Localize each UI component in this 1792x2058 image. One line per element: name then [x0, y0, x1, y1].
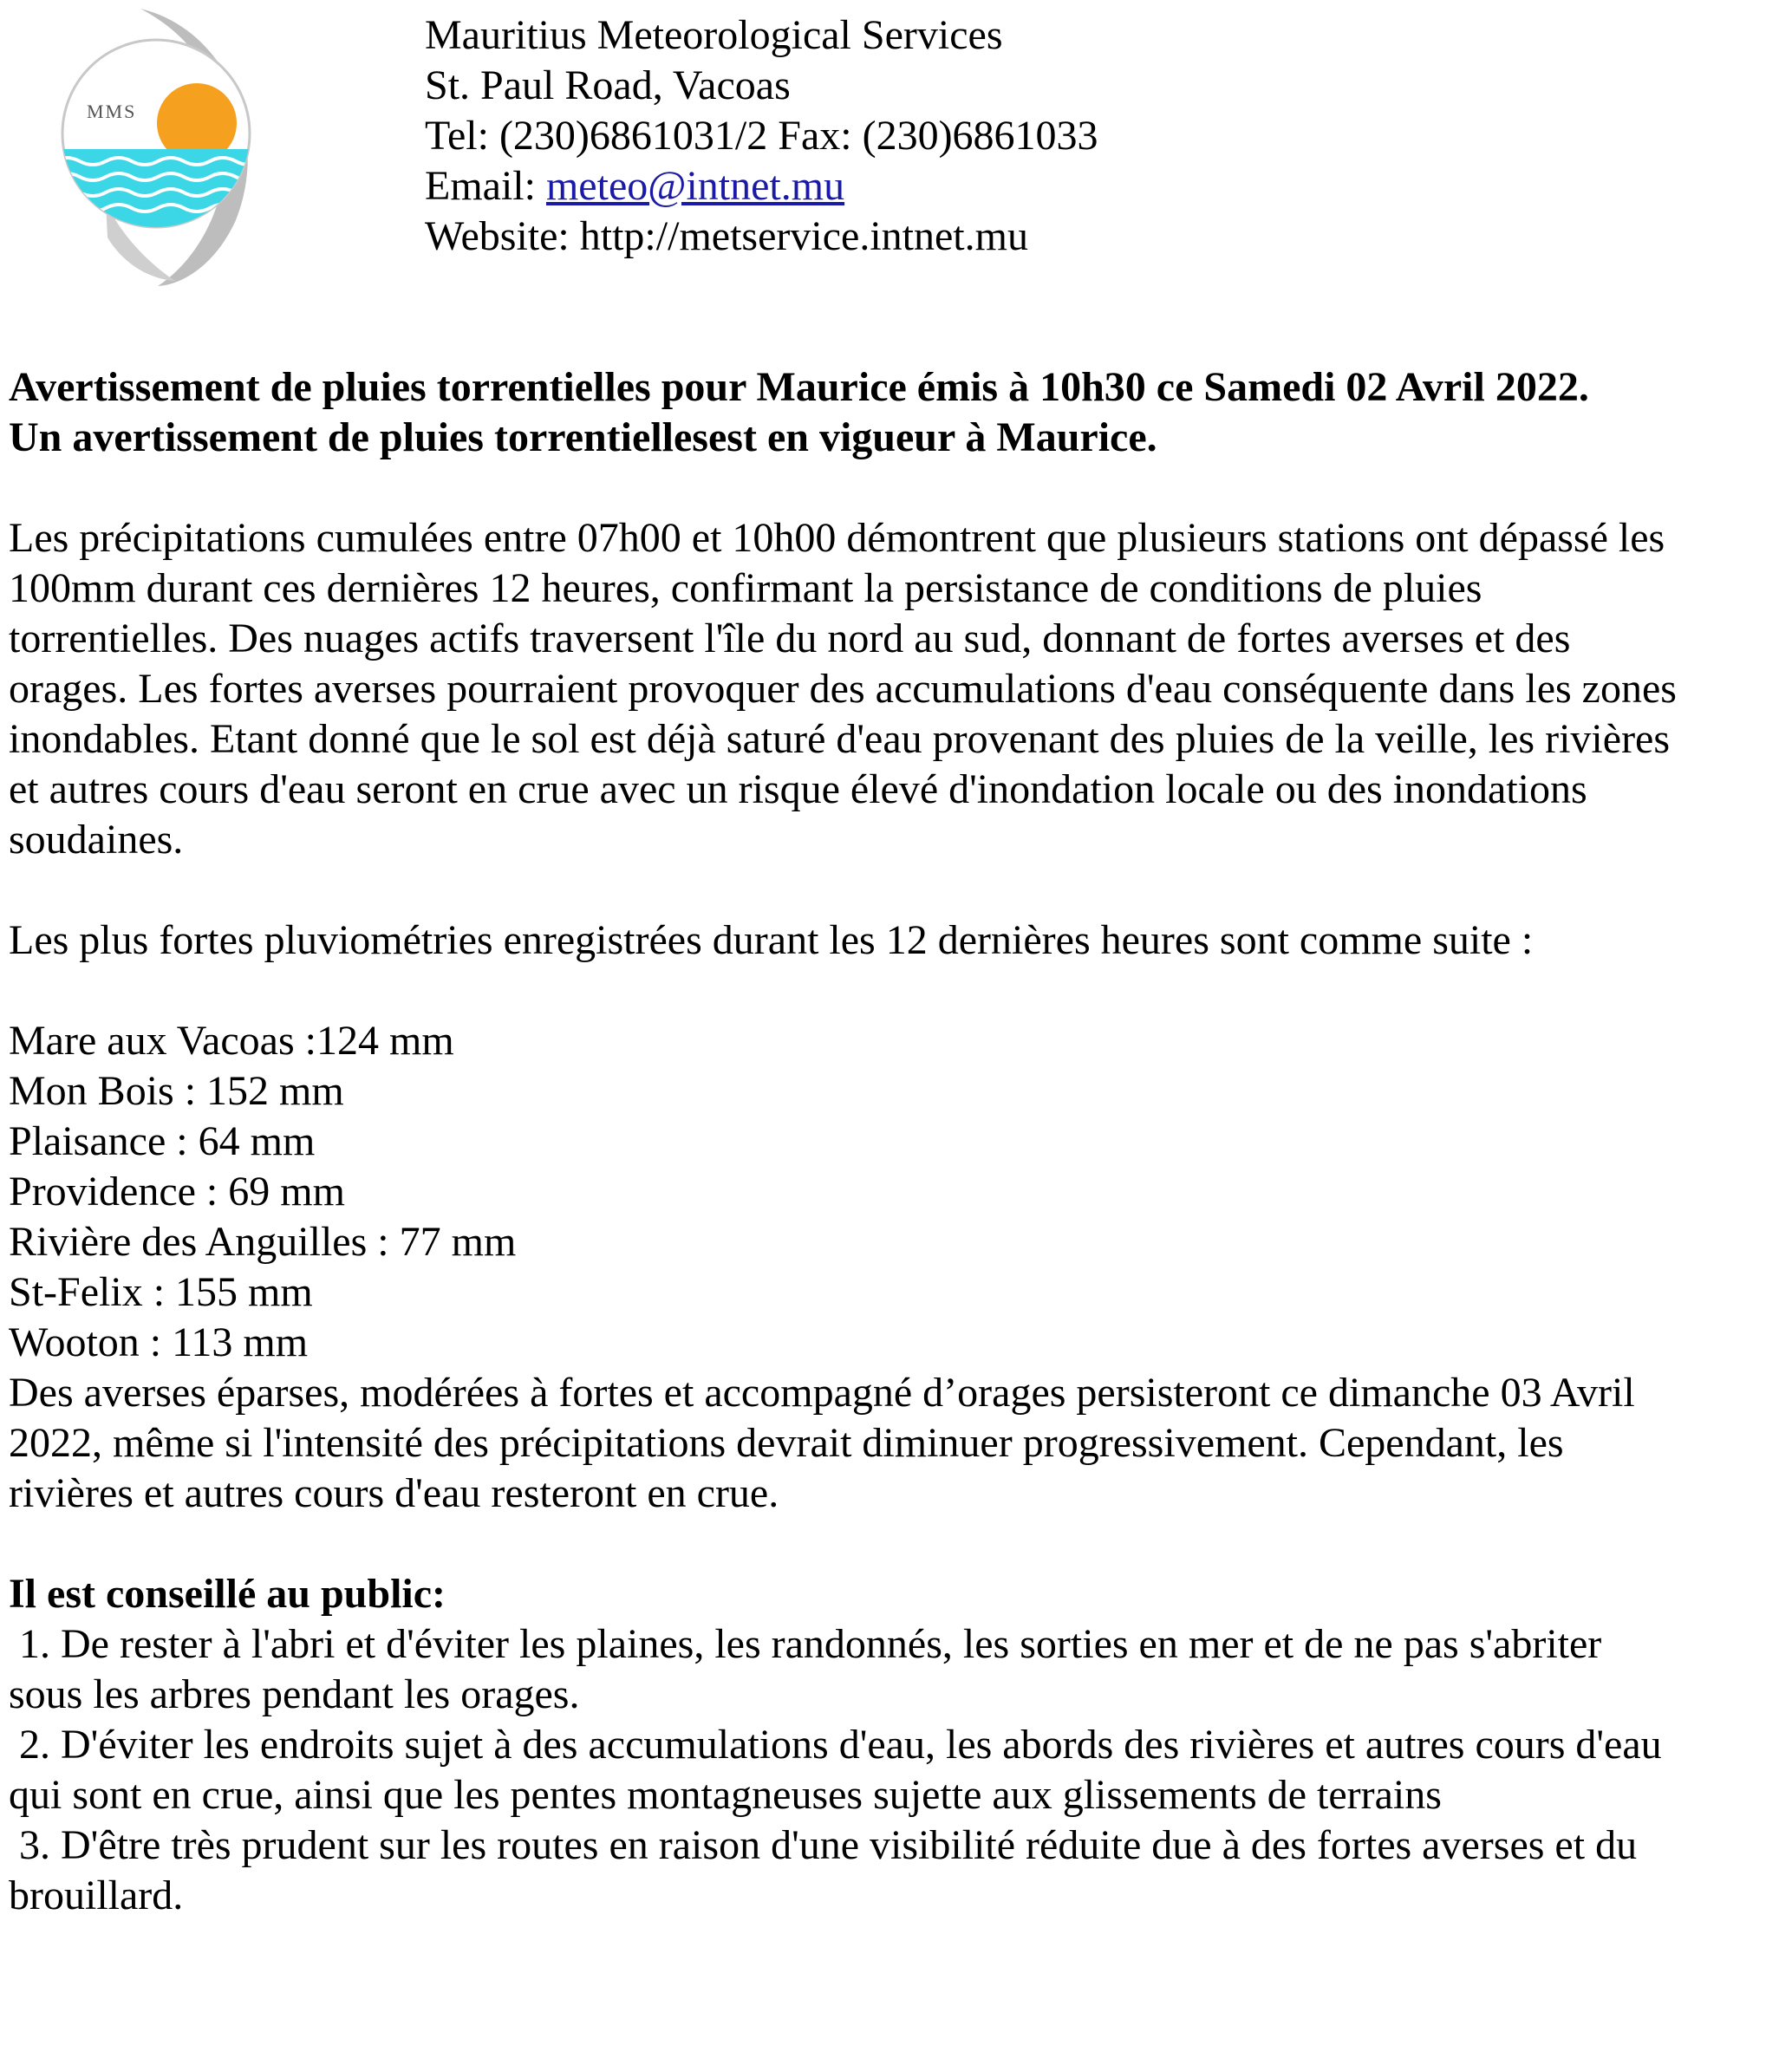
paragraph-line: et autres cours d'eau seront en crue avec un risque élevé d'inondation locale ou des inondations — [9, 766, 1587, 812]
advice-line: 3. D'être très prudent sur les routes en raison d'une visibilité réduite due à des fortes averses et du — [9, 1822, 1638, 1868]
paragraph-line: torrentielles. Des nuages actifs traversent l'île du nord au sud, donnant de fortes averses et des — [9, 615, 1571, 661]
paragraph-line: 2022, même si l'intensité des précipitations devrait diminuer progressivement. Cependant, les — [9, 1420, 1564, 1466]
letterhead — [0, 0, 1792, 286]
situation-paragraph — [9, 513, 1782, 865]
paragraph-line: Les précipitations cumulées entre 07h00 et 10h00 démontrent que plusieurs stations ont dépassé les — [9, 515, 1665, 561]
advice-heading: Il est conseillé au public: — [9, 1571, 446, 1617]
rainfall-item: Plaisance : 64 mm — [9, 1118, 316, 1164]
advice-line: 2. D'éviter les endroits sujet à des accumulations d'eau, les abords des rivières et autres cours d'eau — [9, 1722, 1662, 1768]
address: St. Paul Road, Vacoas — [425, 62, 791, 108]
email-link[interactable]: meteo@intnet.mu — [545, 163, 845, 209]
rainfall-item: Rivière des Anguilles : 77 mm — [9, 1219, 517, 1265]
bulletin-body — [9, 362, 1782, 1921]
website: Website: http://metservice.intnet.mu — [425, 213, 1028, 259]
phone-fax: Tel: (230)6861031/2 Fax: (230)6861033 — [425, 113, 1098, 159]
rainfall-list — [9, 1016, 1782, 1368]
rainfall-intro: Les plus fortes pluviométries enregistrées durant les 12 dernières heures sont comme suite : — [9, 917, 1534, 963]
paragraph-line: 100mm durant ces dernières 12 heures, confirmant la persistance de conditions de pluies — [9, 565, 1482, 611]
logo-text: MMS — [87, 101, 137, 122]
paragraph-line: rivières et autres cours d'eau resteront en crue. — [9, 1470, 779, 1516]
rainfall-item: Wooton : 113 mm — [9, 1319, 309, 1365]
paragraph-line: soudaines. — [9, 817, 184, 863]
email-label: Email: — [425, 163, 546, 209]
email-line — [425, 161, 1098, 212]
paragraph-line: Des averses éparses, modérées à fortes et accompagné d’orages persisteront ce dimanche 03 Avril — [9, 1370, 1635, 1416]
warning-subtitle: Un avertissement de pluies torrentiellesest en vigueur à Maurice. — [9, 414, 1157, 460]
paragraph-line: inondables. Etant donné que le sol est déjà saturé d'eau provenant des pluies de la veille, les rivières — [9, 716, 1671, 762]
rainfall-item: Mare aux Vacoas :124 mm — [9, 1018, 454, 1064]
contact-block — [425, 10, 1098, 262]
rainfall-item: Providence : 69 mm — [9, 1169, 345, 1215]
mms-logo — [54, 3, 270, 290]
rainfall-item: Mon Bois : 152 mm — [9, 1068, 344, 1114]
advice-list — [9, 1619, 1782, 1921]
rainfall-item: St-Felix : 155 mm — [9, 1269, 313, 1315]
warning-title: Avertissement de pluies torrentielles pour Maurice émis à 10h30 ce Samedi 02 Avril 2022. — [9, 364, 1589, 410]
advice-line: qui sont en crue, ainsi que les pentes montagneuses sujette aux glissements de terrains — [9, 1772, 1442, 1818]
paragraph-line: orages. Les fortes averses pourraient provoquer des accumulations d'eau conséquente dans les zones — [9, 666, 1677, 712]
advice-line: sous les arbres pendant les orages. — [9, 1671, 580, 1717]
advice-line: 1. De rester à l'abri et d'éviter les plaines, les randonnés, les sorties en mer et de ne pas s'abriter — [9, 1621, 1602, 1667]
advice-line: brouillard. — [9, 1872, 184, 1918]
org-name: Mauritius Meteorological Services — [425, 12, 1003, 58]
outlook-paragraph — [9, 1368, 1782, 1519]
